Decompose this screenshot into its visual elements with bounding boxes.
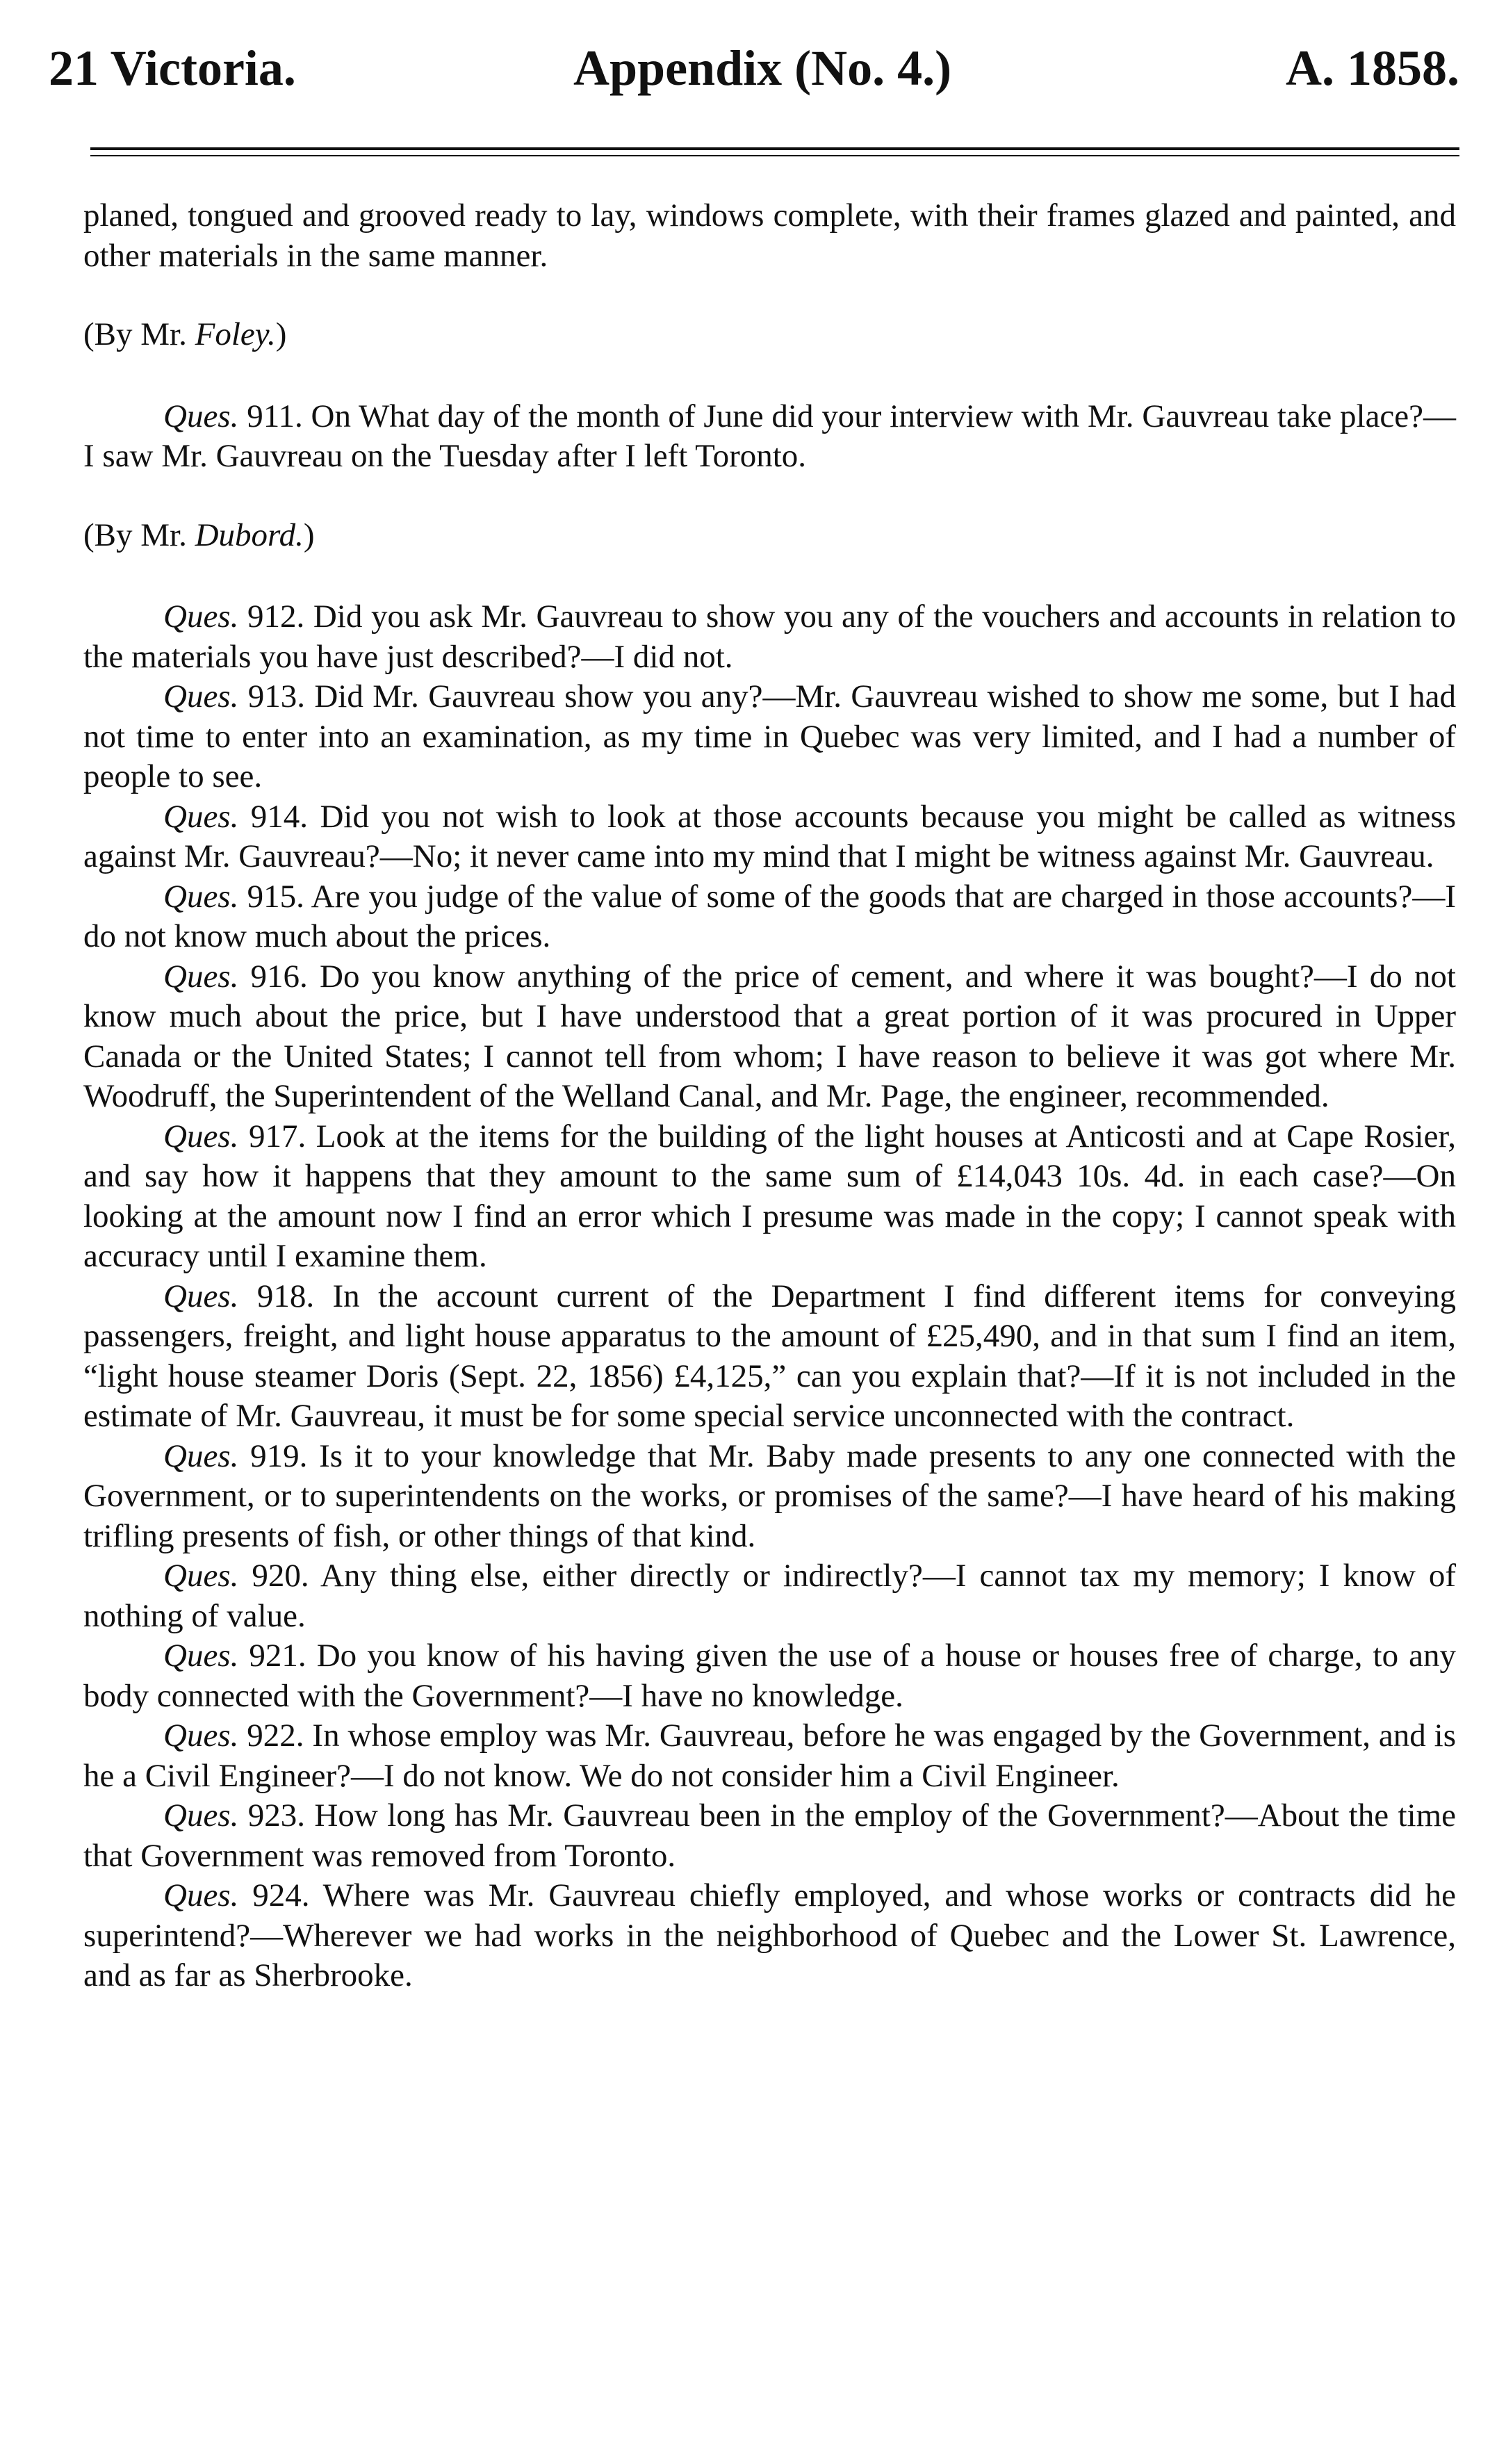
page-body [83, 196, 1456, 1996]
examiner-prefix: (By Mr. [83, 316, 195, 352]
question-921 [83, 1636, 1456, 1716]
ques-label: Ques. [163, 1118, 239, 1155]
question-text: 916. Do you know anything of the price of cement, and where it was bought?—I do not know much about the price, but I have understood that a great portion of it was procured in Upper Canada or the United States; I cannot tell from whom; I have reason to believe it was got where Mr. Woodruff, the Superintendent of the Welland Canal, and Mr. Page, the engineer, recommended. [83, 958, 1456, 1114]
header-session: 21 Victoria. [49, 40, 296, 96]
question-text: 924. Where was Mr. Gauvreau chiefly employed, and whose works or contracts did he superintend?—Wherever we had works in the neighborhood of Quebec and the Lower St. Lawrence, and as far as Sherbrooke. [83, 1877, 1456, 1993]
question-918 [83, 1277, 1456, 1437]
question-text: 921. Do you know of his having given the use of a house or houses free of charge, to any body connected with the Government?—I have no knowledge. [83, 1638, 1457, 1714]
ques-label: Ques. [163, 678, 239, 715]
question-917 [83, 1117, 1456, 1277]
ques-label: Ques. [163, 398, 239, 434]
header-year: A. 1858. [1286, 40, 1459, 96]
header-rule-thick [90, 147, 1459, 150]
question-916 [83, 957, 1456, 1117]
examiner-suffix: ) [303, 516, 315, 553]
running-header [49, 33, 1459, 117]
examiner-suffix: ) [275, 316, 287, 352]
question-914 [83, 797, 1456, 877]
ques-label: Ques. [163, 1797, 239, 1834]
question-911 [83, 397, 1456, 477]
question-text: 915. Are you judge of the value of some of the goods that are charged in those accounts?—I do not know much about the prices. [83, 878, 1456, 954]
ques-label: Ques. [163, 958, 239, 995]
ques-label: Ques. [163, 1437, 239, 1474]
question-text: 922. In whose employ was Mr. Gauvreau, before he was engaged by the Government, and is he a Civil Engineer?—I do not know. We do not consider him a Civil Engineer. [83, 1718, 1456, 1794]
examiner-foley [83, 315, 1456, 355]
header-rule-thin [90, 155, 1459, 156]
header-appendix: Appendix (No. 4.) [573, 40, 952, 96]
ques-label: Ques. [163, 1278, 239, 1314]
ques-label: Ques. [163, 878, 239, 915]
examiner-dubord [83, 516, 1456, 556]
question-text: 923. How long has Mr. Gauvreau been in the employ of the Government?—About the time that Government was removed from Toronto. [83, 1797, 1456, 1874]
question-text: 919. Is it to your knowledge that Mr. Baby made presents to any one connected with the Government, or to superintendents on the works, or promises of the same?—I have heard of his making trifling presents of fish, or other things of that kind. [83, 1437, 1457, 1554]
question-919 [83, 1437, 1456, 1557]
ques-label: Ques. [163, 1638, 239, 1674]
ques-label: Ques. [163, 1558, 239, 1594]
question-912 [83, 597, 1456, 677]
question-text: 912. Did you ask Mr. Gauvreau to show you any of the vouchers and accounts in relation to the materials you have just described?—I did not. [83, 598, 1456, 675]
examiner-name: Dubord. [195, 516, 304, 553]
ques-label: Ques. [163, 798, 239, 835]
question-text: 920. Any thing else, either directly or indirectly?—I cannot tax my memory; I know of nothing of value. [83, 1558, 1457, 1634]
ques-label: Ques. [163, 1877, 239, 1914]
examiner-prefix: (By Mr. [83, 516, 195, 553]
ques-label: Ques. [163, 1718, 239, 1754]
question-923 [83, 1796, 1456, 1876]
question-text: 917. Look at the items for the building of the light houses at Anticosti and at Cape Rosier, and say how it happens that they amount to the same sum of £14,043 10s. 4d. in each case?—On looking at the amount now I find an error which I presume was made in the copy; I cannot speak with accuracy until I examine them. [83, 1118, 1456, 1274]
question-915 [83, 877, 1456, 957]
question-text: 913. Did Mr. Gauvreau show you any?—Mr. Gauvreau wished to show me some, but I had not time to enter into an examination, as my time in Quebec was very limited, and I had a number of people to see. [83, 678, 1456, 794]
ques-label: Ques. [163, 598, 239, 635]
question-920 [83, 1556, 1456, 1636]
opening-paragraph: planed, tongued and grooved ready to lay, windows complete, with their frames glazed and painted, and other materials in the same manner. [83, 197, 1456, 274]
question-text: 918. In the account current of the Department I find different items for conveying passengers, freight, and light house apparatus to the amount of £25,490, and in that sum I find an item, “light house steamer Doris (Sept. 22, 1856) £4,125,” can you explain that?—If it is not included in the estimate of Mr. Gauvreau, it must be for some special service unconnected with the contract. [83, 1278, 1456, 1434]
question-913 [83, 677, 1456, 797]
question-text: 914. Did you not wish to look at those accounts because you might be called as witness against Mr. Gauvreau?—No; it never came into my mind that I might be witness against Mr. Gauvreau. [83, 798, 1456, 874]
question-text: 911. On What day of the month of June did your interview with Mr. Gauvreau take place?—I saw Mr. Gauvreau on the Tuesday after I left Toronto. [83, 398, 1457, 474]
question-924 [83, 1876, 1456, 1996]
question-922 [83, 1716, 1456, 1796]
examiner-name: Foley. [195, 316, 276, 352]
